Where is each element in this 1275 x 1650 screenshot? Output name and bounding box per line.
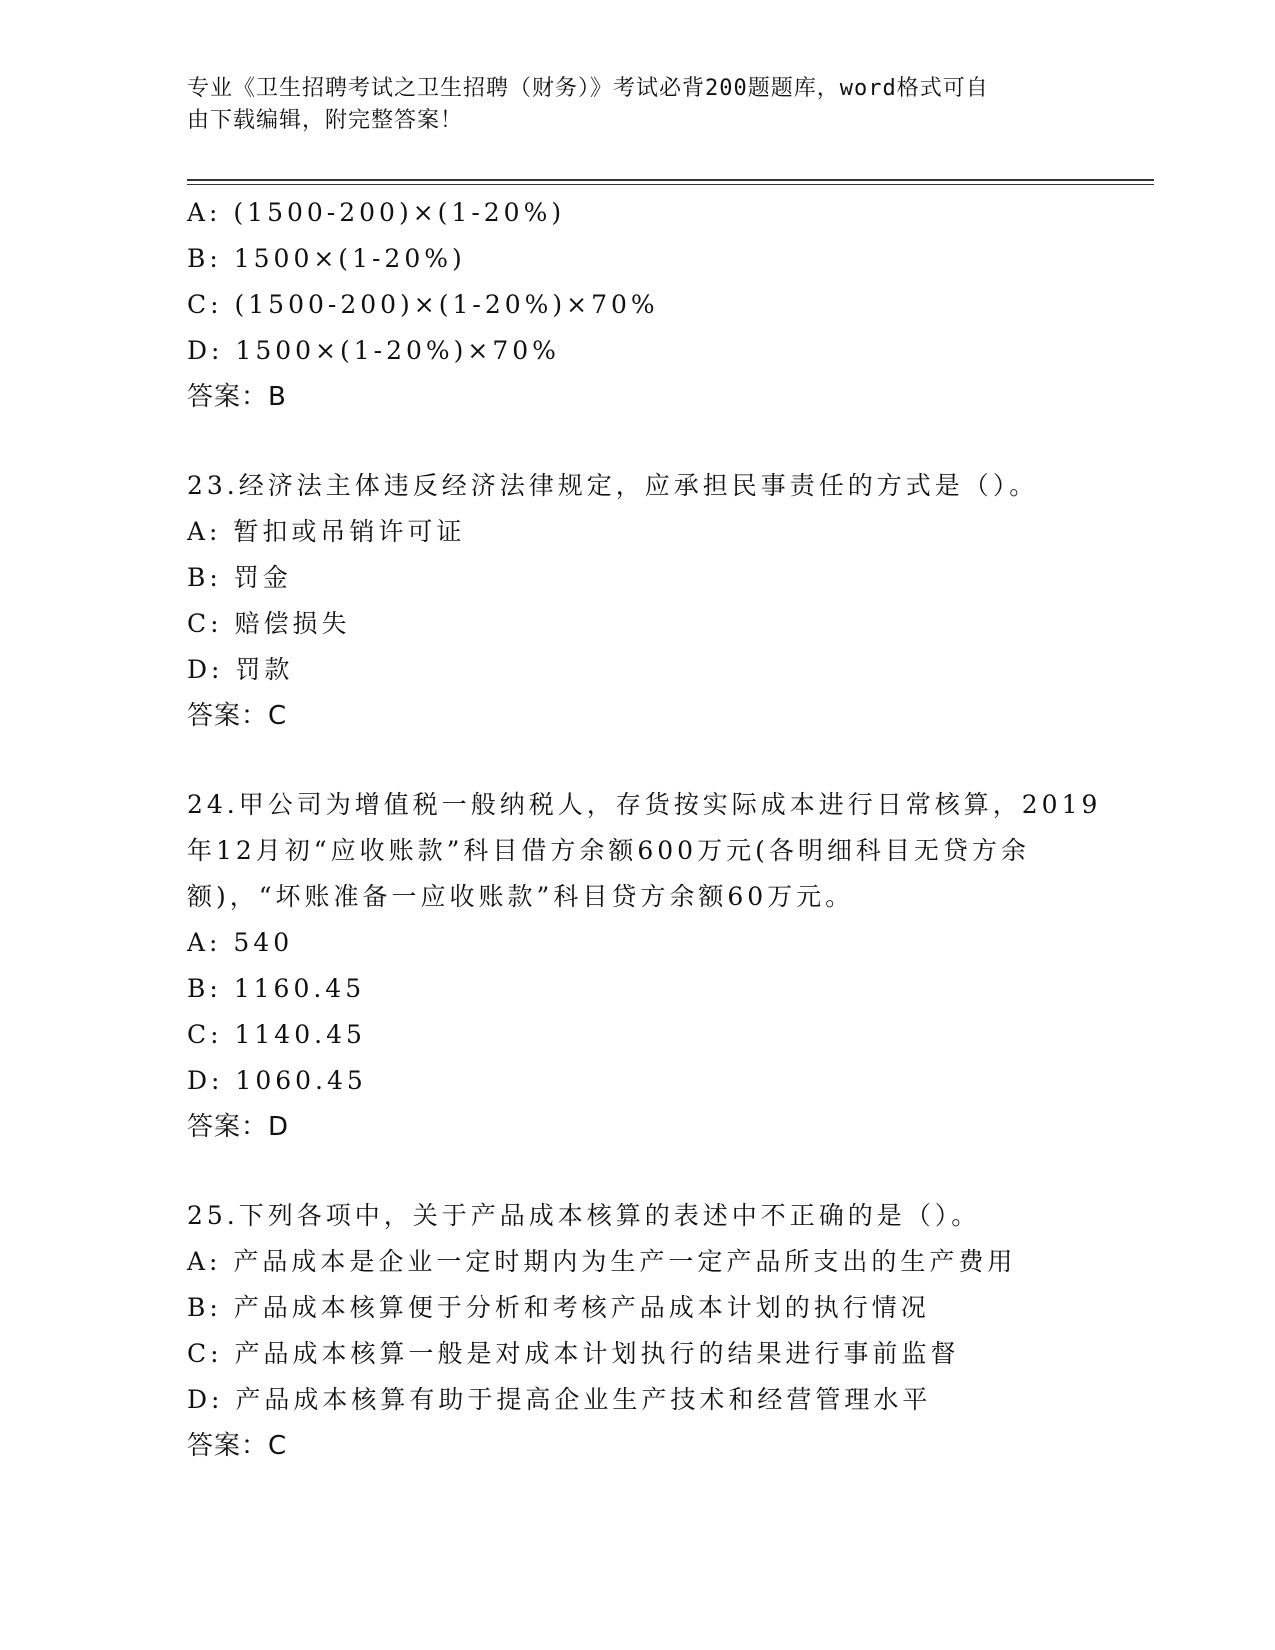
- option-c: C: 产品成本核算一般是对成本计划执行的结果进行事前监督: [187, 1339, 960, 1368]
- header-line-2: 由下载编辑，附完整答案！: [187, 108, 464, 133]
- option-d: D: 罚款: [187, 655, 294, 684]
- option-b: B: 罚金: [187, 563, 292, 592]
- option-c: C: (1500-200)×(1-20%)×70%: [187, 290, 659, 319]
- header-divider-thick: [187, 179, 1154, 181]
- document-header: [187, 73, 1067, 137]
- question-23: [187, 463, 1087, 739]
- answer-line: 答案：C: [187, 1431, 288, 1461]
- question-stem-line-3: 额)，“坏账准备一应收账款”科目贷方余额60万元。: [187, 882, 855, 911]
- answer-line: 答案：B: [187, 382, 287, 412]
- option-b: B: 1500×(1-20%): [187, 244, 466, 273]
- option-b: B: 产品成本核算便于分析和考核产品成本计划的执行情况: [187, 1293, 930, 1322]
- option-d: D: 产品成本核算有助于提高企业生产技术和经营管理水平: [187, 1385, 932, 1414]
- header-line-1: 专业《卫生招聘考试之卫生招聘（财务）》考试必背200题题库，word格式可自: [187, 76, 989, 101]
- option-a: A: 产品成本是企业一定时期内为生产一定产品所支出的生产费用: [187, 1247, 1017, 1276]
- option-b: B: 1160.45: [187, 974, 366, 1003]
- option-a: A: 540: [187, 928, 294, 957]
- question-25: [187, 1193, 1087, 1469]
- question-stem-line-1: 24.甲公司为增值税一般纳税人，存货按实际成本进行日常核算，2019: [187, 790, 1102, 819]
- question-stem: 23.经济法主体违反经济法律规定，应承担民事责任的方式是（）。: [187, 471, 1039, 500]
- header-divider-thin: [187, 184, 1154, 185]
- question-stem: 25.下列各项中，关于产品成本核算的表述中不正确的是（）。: [187, 1201, 981, 1230]
- option-d: D: 1500×(1-20%)×70%: [187, 336, 560, 365]
- question-22: [187, 190, 1087, 420]
- option-a: A: (1500-200)×(1-20%): [187, 198, 566, 227]
- option-c: C: 赔偿损失: [187, 609, 351, 638]
- answer-line: 答案：C: [187, 701, 288, 731]
- question-list: [187, 190, 1102, 1469]
- option-d: D: 1060.45: [187, 1066, 367, 1095]
- option-c: C: 1140.45: [187, 1020, 366, 1049]
- answer-line: 答案：D: [187, 1112, 290, 1142]
- question-stem-line-2: 年12月初“应收账款”科目借方余额600万元(各明细科目无贷方余: [187, 836, 1030, 865]
- option-a: A: 暂扣或吊销许可证: [187, 517, 466, 546]
- question-24: [187, 782, 1102, 1150]
